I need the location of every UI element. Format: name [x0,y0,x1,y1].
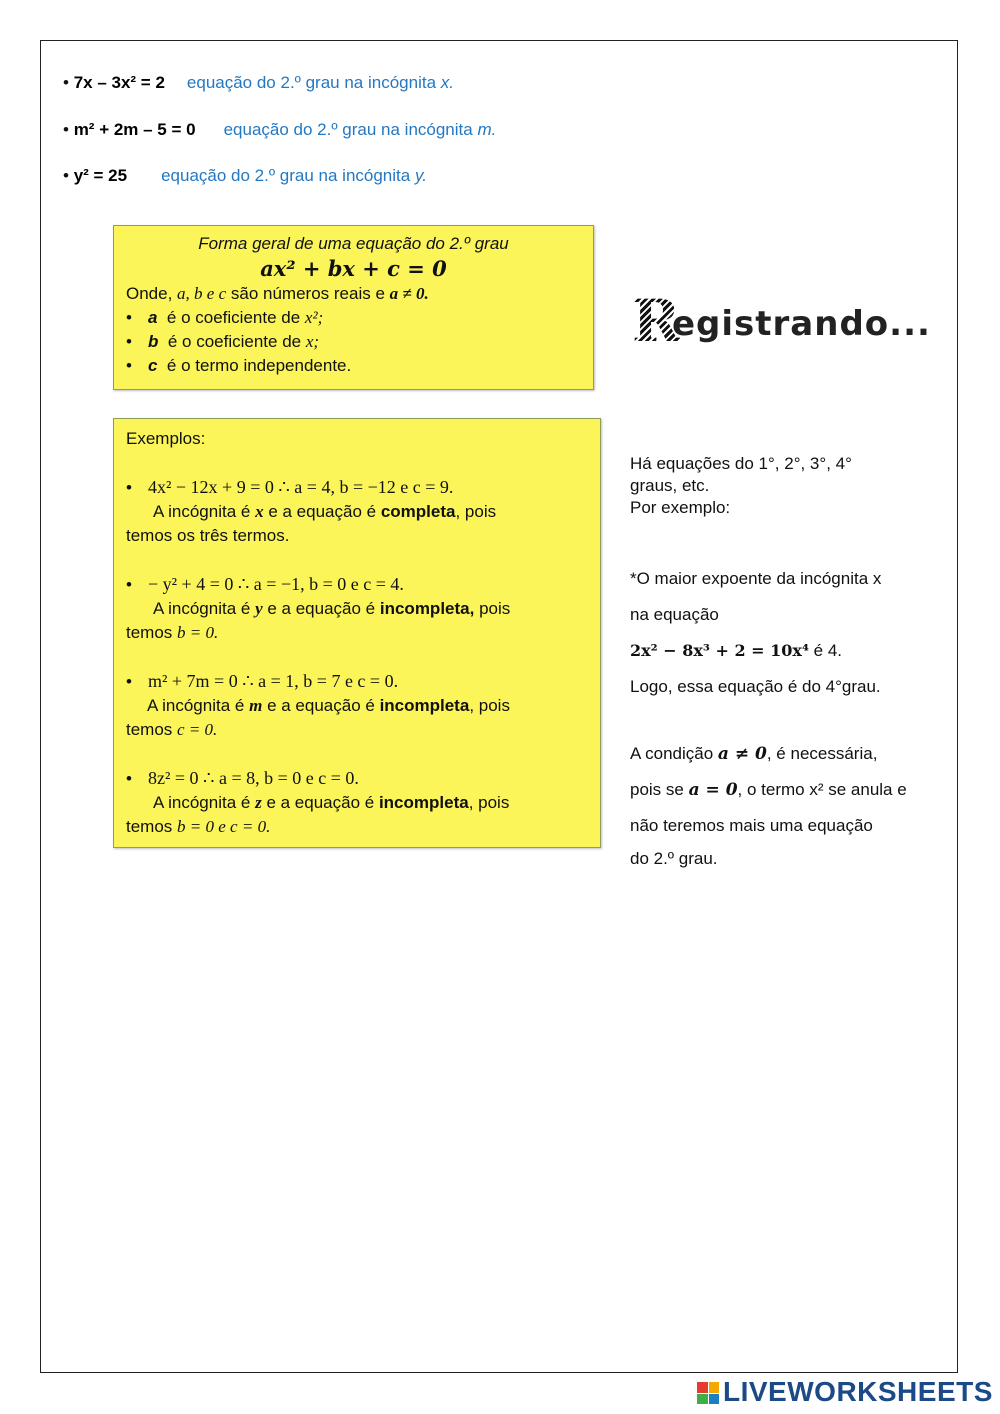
side-paragraph-1: Há equações do 1°, 2°, 3°, 4° graus, etc. Por exemplo: [630,454,852,517]
liveworksheets-brand: LIVEWORKSHEETS [723,1376,993,1407]
examples-heading: Exemplos: [126,429,206,448]
side-paragraph-2: *O maior expoente da incógnita x na equação 2x² − 8x³ + 2 = 10x⁴ é 4. Logo, essa equação é do 4°grau. [630,569,882,696]
side-paragraph-3: A condição a ≠ 0, é necessária, pois se a = 0, o termo x² se anula e não teremos mais uma equação do 2.º grau. [630,744,907,868]
equation-expression: m² + 2m – 5 = 0 [73,120,196,139]
registrando-logo [632,287,931,360]
equation-line-2: • m² + 2m – 5 = 0 equação do 2.º grau na incógnita m. [63,120,497,139]
equation-line-1: • 7x – 3x² = 2 equação do 2.º grau na incógnita x. [63,73,454,92]
example-item: • m² + 7m = 0 ∴ a = 1, b = 7 e c = 0. A incógnita é m e a equação é incompleta, pois temos c = 0. [126,669,588,742]
coefficient-b-item: • b é o coeficiente de x; [126,330,581,354]
example-item: • 4x² − 12x + 9 = 0 ∴ a = 4, b = −12 e c = 9. A incógnita é x e a equação é completa, pois temos os três termos. [126,475,588,548]
equation-expression: 7x – 3x² = 2 [73,73,165,92]
registrando-text: egistrando... [672,304,931,344]
equation-expression: y² = 25 [73,166,128,185]
examples-box [113,418,601,848]
example-item: • − y² + 4 = 0 ∴ a = −1, b = 0 e c = 4. A incógnita é y e a equação é incompleta, pois temos b = 0. [126,572,588,645]
coefficient-a-item: • a é o coeficiente de x²; [126,306,581,330]
general-form-formula: ax² + bx + c = 0 [260,256,447,281]
equation-line-3: • y² = 25 equação do 2.º grau na incógnita y. [63,166,427,185]
general-form-where: Onde, a, b e c são números reais e a ≠ 0. [126,284,429,303]
example-item: • 8z² = 0 ∴ a = 8, b = 0 e c = 0. A incógnita é z e a equação é incompleta, pois temos b = 0 e c = 0. [126,766,588,839]
coefficient-c-item: • c é o termo independente. [126,354,581,378]
registrando-initial: R [632,287,681,355]
liveworksheets-logo-icon [697,1382,719,1404]
general-form-title: Forma geral de uma equação do 2.º grau [198,234,509,253]
general-form-box [113,225,594,390]
